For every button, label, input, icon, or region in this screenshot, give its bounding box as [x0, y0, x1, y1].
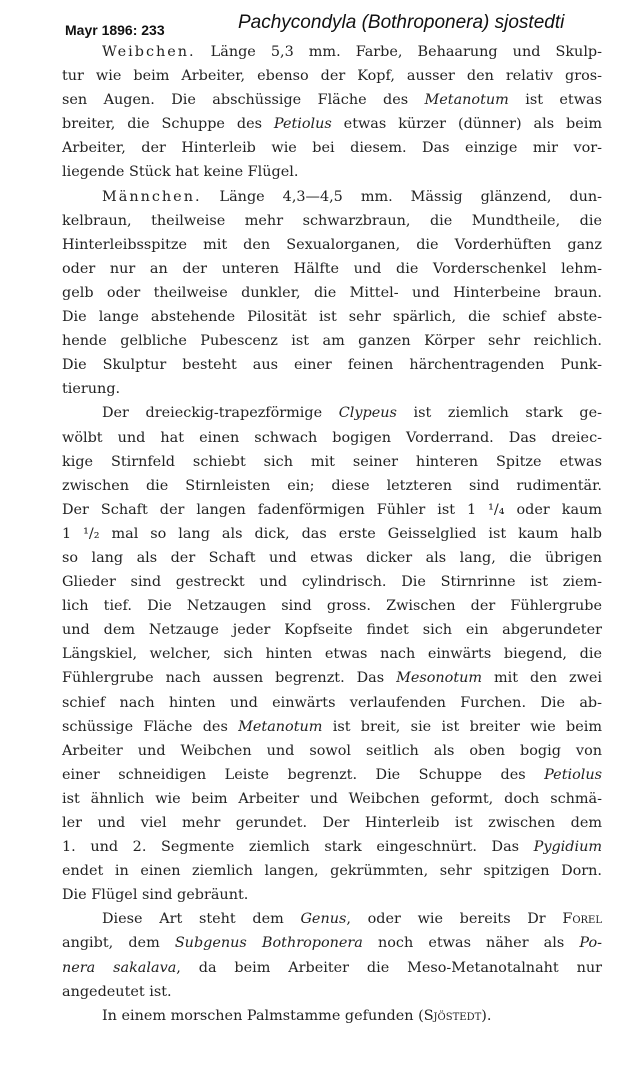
text-line: und dem Netzauge jeder Kopfseite findet sich ein abgerundeter — [62, 622, 602, 639]
text-line: 1. und 2. Segmente ziemlich stark eingeschnürt. Das Pygidium — [62, 839, 602, 856]
text-line: angedeutet ist. — [62, 983, 172, 1000]
text-line: wölbt und hat einen schwach bogigen Vorderrand. Das dreiec- — [62, 429, 602, 446]
text-line: so lang als der Schaft und etwas dicker als lang, die übrigen — [62, 549, 602, 566]
text-line: tierung. — [62, 381, 121, 398]
text-line: hende gelbliche Pubescenz ist am ganzen Körper sehr reichlich. — [62, 333, 602, 350]
text-line: breiter, die Schuppe des Petiolus etwas kürzer (dünner) als beim — [62, 116, 602, 133]
text-line: Diese Art steht dem Genus, oder wie bereits Dr Forel — [102, 911, 602, 928]
text-line: Längskiel, welcher, sich hinten etwas nach einwärts biegend, die — [62, 646, 602, 663]
text-line: gelb oder theilweise dunkler, die Mittel- und Hinterbeine braun. — [62, 284, 602, 301]
text-line: schüssige Fläche des Metanotum ist breit, sie ist breiter wie beim — [62, 718, 603, 735]
text-line: 1 ¹/₂ mal so lang als dick, das erste Geisselglied ist kaum halb — [62, 525, 602, 542]
text-line: Die Flügel sind gebräunt. — [62, 887, 249, 904]
text-line: ist ähnlich wie beim Arbeiter und Weibchen geformt, doch schmä- — [62, 790, 602, 807]
citation: Mayr 1896: 233 — [65, 22, 165, 38]
paragraph-morphology — [62, 401, 602, 907]
text-line: lich tief. Die Netzaugen sind gross. Zwischen der Fühlergrube — [62, 598, 602, 615]
paragraph-male — [62, 185, 602, 402]
text-line: Männchen. Länge 4,3—4,5 mm. Mässig glänzend, dun- — [102, 188, 602, 205]
text-line: oder nur an der unteren Hälfte und die Vorderschenkel lehm- — [62, 260, 602, 277]
text-line: kelbraun, theilweise mehr schwarzbraun, die Mundtheile, die — [62, 212, 602, 229]
text-line: Die Skulptur besteht aus einer feinen härchentragenden Punk- — [62, 357, 602, 374]
text-line: nera sakalava, da beim Arbeiter die Meso-Metanotalnaht nur — [62, 959, 602, 976]
text-line: sen Augen. Die abschüssige Fläche des Metanotum ist etwas — [62, 92, 602, 109]
text-line: einer schneidigen Leiste begrenzt. Die Schuppe des Petiolus — [62, 766, 602, 783]
text-line: ler und viel mehr gerundet. Der Hinterleib ist zwischen dem — [62, 815, 602, 831]
paragraph-locality — [62, 1004, 602, 1028]
page-header — [0, 8, 644, 42]
text-line: Der Schaft der langen fadenförmigen Fühler ist 1 ¹/₄ oder kaum — [62, 501, 602, 518]
paragraph-systematics — [62, 907, 602, 1003]
text-line: endet in einen ziemlich langen, gekrümmten, sehr spitzigen Dorn. — [62, 863, 602, 880]
text-line: kige Stirnfeld schiebt sich mit seiner hinteren Spitze etwas — [62, 453, 602, 470]
text-line: liegende Stück hat keine Flügel. — [62, 164, 299, 181]
text-line: zwischen die Stirnleisten ein; diese letzteren sind rudimentär. — [62, 477, 602, 494]
text-line: Glieder sind gestreckt und cylindrisch. Die Stirnrinne ist ziem- — [62, 574, 602, 591]
text-line: Arbeiter und Weibchen und sowol seitlich als oben bogig von — [62, 742, 602, 759]
text-line: Weibchen. Länge 5,3 mm. Farbe, Behaarung und Skulp- — [102, 44, 602, 60]
paragraph-female — [62, 40, 602, 185]
text-line: Fühlergrube nach aussen begrenzt. Das Mesonotum mit den zwei — [62, 670, 602, 687]
text-line: In einem morschen Palmstamme gefunden (Sjöstedt). — [102, 1007, 492, 1024]
text-line: angibt, dem Subgenus Bothroponera noch etwas näher als Po- — [62, 935, 602, 952]
body-text — [62, 40, 602, 1028]
text-line: Der dreieckig-trapezförmige Clypeus ist ziemlich stark ge- — [102, 405, 602, 422]
text-line: Die lange abstehende Pilosität ist sehr spärlich, die schief abste- — [62, 309, 602, 326]
text-line: schief nach hinten und einwärts verlaufenden Furchen. Die ab- — [62, 694, 602, 711]
taxon-title: Pachycondyla (Bothroponera) sjostedti — [238, 12, 565, 33]
text-line: Arbeiter, der Hinterleib wie bei diesem. Das einzige mir vor- — [62, 140, 602, 157]
text-line: tur wie beim Arbeiter, ebenso der Kopf, ausser den relativ gros- — [62, 68, 602, 85]
text-line: Hinterleibsspitze mit den Sexualorganen, die Vorderhüften ganz — [62, 236, 602, 253]
